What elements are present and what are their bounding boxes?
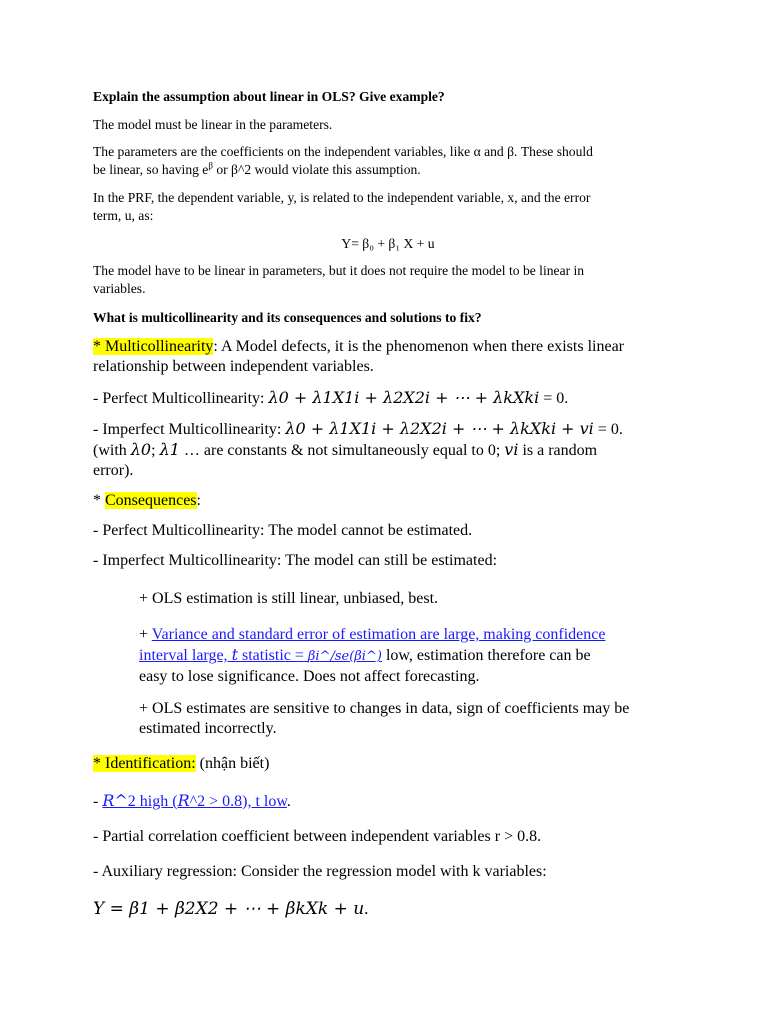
with-text-a: (with [93,442,131,459]
bullet3-line2: estimated incorrectly. [139,720,277,737]
r2-link-text1[interactable]: 2 high ( [127,793,178,810]
imperfect-formula: 𝜆0 + 𝜆1𝑋1𝑖 + 𝜆2𝑋2𝑖 + ⋯ + 𝜆𝑘𝑋𝑘𝑖 + 𝑣𝑖 [285,419,594,438]
partial-correlation: - Partial correlation coefficient between independent variables r > 0.8. [93,828,542,845]
perfect-end: = 0. [539,390,569,407]
multicollinearity-definition [93,337,683,377]
consequence-imperfect: - Imperfect Multicollinearity: The model can still be estimated: [93,552,498,569]
q1-p2-line2b: or β^2 would violate this assumption. [212,162,421,177]
identification-rest: (nhận biết) [195,755,270,772]
r2-link-text2[interactable]: ^2 > 0.8), t low [189,793,287,810]
r2-link-math2[interactable]: 𝑅 [177,791,190,810]
regression-period: . [364,899,369,918]
regression-model [93,899,683,919]
regression-formula: 𝑌 = 𝛽1 + 𝛽2𝑋2 + ⋯ + 𝛽𝑘𝑋𝑘 + 𝑢 [93,899,365,919]
multicollinearity-label: * Multicollinearity [93,338,214,355]
with-math-1: 𝜆0 [130,440,152,459]
r-squared-line [93,791,683,812]
variance-link-formula[interactable]: 𝛽𝑖^/𝑠𝑒(𝛽𝑖^) [307,649,382,664]
bullet3-line1: + OLS estimates are sensitive to changes in data, sign of coefficients may be [139,700,630,717]
question2-heading: What is multicollinearity and its consequences and solutions to fix? [93,310,482,325]
with-text-line2: error). [93,462,134,479]
q1-paragraph-4 [93,262,683,298]
q1-p3-line1: In the PRF, the dependent variable, y, is related to the independent variable, x, and the error [93,190,591,205]
q1-paragraph-1: The model must be linear in the parameters. [93,117,333,132]
identification-label: * Identification: [93,755,196,772]
auxiliary-regression: - Auxiliary regression: Consider the regression model with k variables: [93,863,547,880]
variance-link-line1[interactable]: Variance and standard error of estimation are large, making confidence [151,626,606,643]
prf-equation: Y= β₀ + β₁ X + u [341,236,435,251]
imperfect-label: - Imperfect Multicollinearity: [93,421,286,438]
bullet2-line3: easy to lose significance. Does not affect forecasting. [139,668,480,685]
q1-p4-line2: variables. [93,281,146,296]
multicollinearity-text1: : A Model defects, it is the phenomenon when there exists linear [213,338,624,355]
perfect-formula: 𝜆0 + 𝜆1𝑋1𝑖 + 𝜆2𝑋2𝑖 + ⋯ + 𝜆𝑘𝑋𝑘𝑖 [268,388,540,407]
with-math-3: 𝑣𝑖 [504,440,519,459]
with-text-d: is a random [518,442,598,459]
variance-link-line2a[interactable]: interval large, [139,647,232,664]
consequences-colon: : [196,492,201,509]
consequences-star: * [93,492,105,509]
consequence-perfect: - Perfect Multicollinearity: The model cannot be estimated. [93,522,473,539]
consequences-heading [93,491,683,511]
q1-paragraph-3 [93,189,683,225]
bullet-variance [139,625,684,687]
with-text-c: … are constants & not simultaneously equal to 0; [179,442,505,459]
multicollinearity-text2: relationship between independent variables. [93,358,374,375]
with-text-b: ; [151,442,160,459]
identification-heading [93,754,683,774]
perfect-label: - Perfect Multicollinearity: [93,390,269,407]
bullet-ols-linear: + OLS estimation is still linear, unbiased, best. [139,590,439,607]
q1-p4-line1: The model have to be linear in parameters, but it does not require the model to be linear in [93,263,585,278]
perfect-definition [93,388,683,409]
r2-link-math1[interactable]: 𝑅^ [102,791,128,810]
r2-dash: - [93,793,103,810]
r2-period: . [286,793,291,810]
consequences-label: Consequences [105,492,197,509]
imperfect-definition [93,419,683,481]
question1-heading: Explain the assumption about linear in OLS? Give example? [93,89,445,104]
q1-p2-line1: The parameters are the coefficients on the independent variables, like α and β. These should [93,144,593,159]
bullet2-plus: + [139,626,152,643]
variance-link-t[interactable]: 𝑡 [231,645,238,664]
q1-p3-line2: term, u, as: [93,208,154,223]
bullet2-rest: low, estimation therefore can be [381,647,591,664]
bullet-sensitive [139,699,684,739]
q1-paragraph-2 [93,143,683,179]
with-math-2: 𝜆1 [159,440,180,459]
q1-p2-superscript: β [208,160,213,171]
imperfect-end: = 0. [593,421,623,438]
variance-link-line2b[interactable]: statistic = [238,647,308,664]
q1-p2-line2a: be linear, so having e [93,162,209,177]
